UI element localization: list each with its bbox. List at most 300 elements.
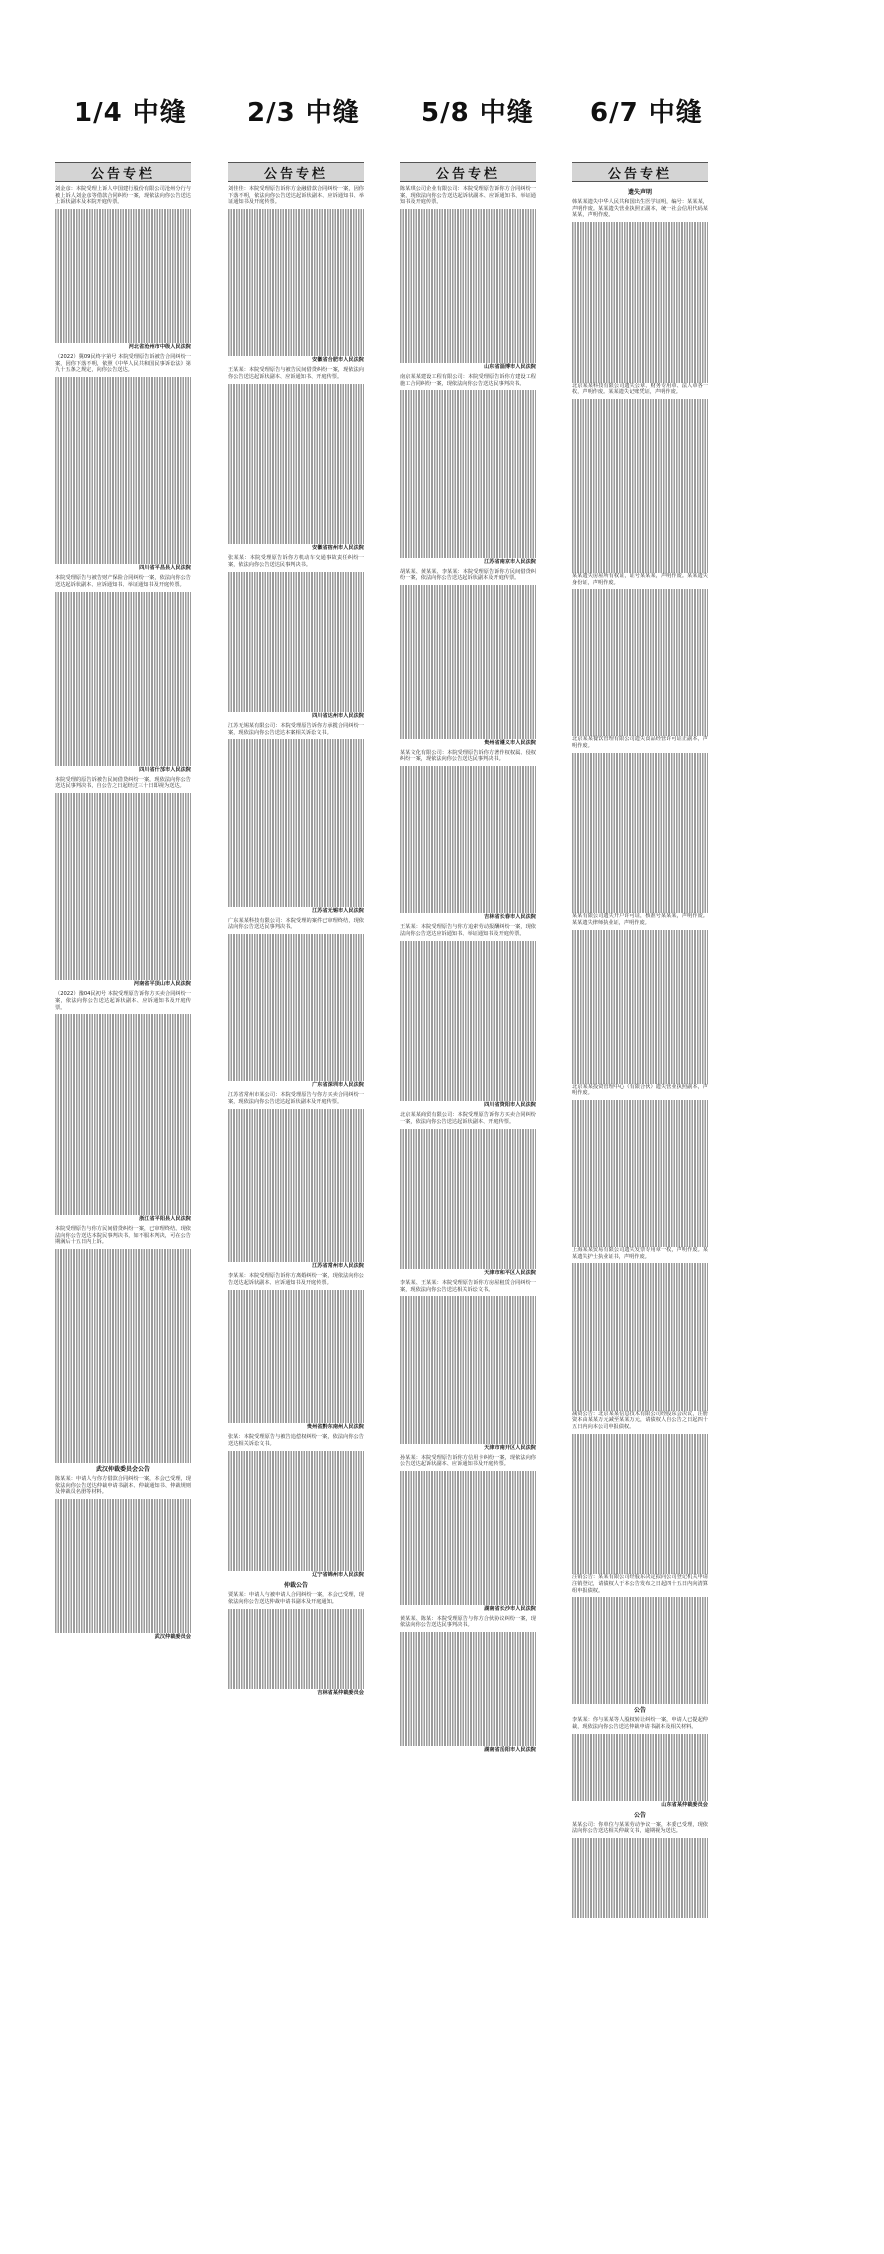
text-line: [228, 846, 364, 853]
notice-signature: 江苏省南京市人民法院: [484, 558, 536, 565]
text-line: [228, 283, 364, 290]
text-line: [400, 712, 536, 719]
text-line: [228, 1363, 364, 1370]
text-line: [55, 1519, 191, 1526]
text-line: [572, 473, 708, 480]
text-line: [228, 618, 364, 625]
text-line: [228, 1041, 364, 1048]
text-line: [228, 1649, 364, 1656]
text-line: [400, 732, 536, 739]
text-line: [572, 1107, 708, 1114]
notice-text: 江苏省常州市某公司：本院受理原告与你方买卖合同纠纷一案，现依法向你公告送达起诉状副本及开庭传票。: [228, 1092, 364, 1105]
text-line: [228, 397, 364, 404]
text-line: [400, 243, 536, 250]
text-line: [228, 1175, 364, 1182]
text-line: [228, 612, 364, 619]
text-line: [400, 618, 536, 625]
text-line: [55, 1256, 191, 1263]
column-header: 公告专栏: [55, 162, 191, 182]
text-line: [55, 283, 191, 290]
text-line: [228, 289, 364, 296]
text-line: [400, 276, 536, 283]
text-line: [228, 1122, 364, 1129]
text-line: [228, 497, 364, 504]
text-line: [228, 1511, 364, 1518]
text-line: [55, 1095, 191, 1102]
notice-text: 张某：本院受理原告与被告追偿权纠纷一案，依法向你公告送达相关诉讼文书。: [228, 1434, 364, 1448]
notice-signature: 安徽省宿州市人民法院: [312, 545, 364, 552]
text-line: [572, 539, 708, 546]
text-line: [572, 786, 708, 793]
text-line: [400, 1343, 536, 1350]
text-line: [55, 1195, 191, 1202]
text-line: [572, 256, 708, 263]
text-line: [572, 309, 708, 316]
text-line: [572, 1657, 708, 1664]
text-line: [55, 296, 191, 303]
text-line: [55, 712, 191, 719]
text-line: [400, 1739, 536, 1746]
text-line: [572, 1234, 708, 1241]
text-line: [400, 249, 536, 256]
text-line: [572, 262, 708, 269]
text-line: [572, 1858, 708, 1865]
notice-signature: 辽宁省锦州市人民法院: [312, 1572, 364, 1579]
text-line: [400, 1397, 536, 1404]
text-line: [400, 1504, 536, 1511]
text-line: [55, 1336, 191, 1343]
text-line: [572, 1891, 708, 1898]
text-line: [400, 1545, 536, 1552]
text-line: [55, 1430, 191, 1437]
notice-text: 本院受理原告与你方民间借贷纠纷一案，已审理终结。现依法向你公告送达本院民事判决书，如不服本判决，可在公告期满后十五日内上诉。: [55, 1225, 191, 1246]
text-line: [400, 961, 536, 968]
text-line: [400, 209, 536, 216]
text-line: [400, 323, 536, 330]
text-line: [400, 1021, 536, 1028]
text-line: [55, 1121, 191, 1128]
text-line: [572, 1838, 708, 1845]
text-line: [228, 249, 364, 256]
text-line: [55, 1416, 191, 1423]
text-line: [228, 672, 364, 679]
text-line: [55, 511, 191, 518]
text-line: [55, 303, 191, 310]
text-line: [572, 1885, 708, 1892]
text-line: [400, 390, 536, 397]
text-line: [572, 486, 708, 493]
text-line: [572, 1898, 708, 1905]
notice-signature: 广东省深圳市人民法院: [312, 1082, 364, 1089]
text-line: [228, 974, 364, 981]
text-line: [572, 1851, 708, 1858]
notice-text: 减资公告：北京某某信息技术有限公司经股东会决议，注册资本由某某万元减至某某万元，请债权人自公告之日起四十五日内向本公司申报债权。: [572, 1410, 708, 1431]
text-line: [572, 753, 708, 760]
text-line: [572, 1324, 708, 1331]
column-body: [55, 182, 191, 1641]
text-line: [228, 632, 364, 639]
text-line: [55, 1014, 191, 1021]
text-line: [228, 1330, 364, 1337]
text-line: [55, 793, 191, 800]
text-line: [572, 1077, 708, 1084]
text-line: [400, 464, 536, 471]
text-line: [400, 1719, 536, 1726]
text-line: [228, 1129, 364, 1136]
text-line: [55, 1546, 191, 1553]
text-line: [55, 1559, 191, 1566]
text-line: [228, 243, 364, 250]
text-line: [228, 1135, 364, 1142]
text-line: [572, 853, 708, 860]
text-line: [55, 1423, 191, 1430]
text-line: [228, 1216, 364, 1223]
text-line: [228, 753, 364, 760]
text-line: [228, 1390, 364, 1397]
text-line: [228, 826, 364, 833]
text-line: [400, 1034, 536, 1041]
text-line: [400, 356, 536, 363]
text-line: [55, 1443, 191, 1450]
text-line: [400, 551, 536, 558]
text-line: [400, 679, 536, 686]
text-line: [55, 638, 191, 645]
notice-text: 江苏无锡某有限公司：本院受理原告诉你方承揽合同纠纷一案，现依法向你公告送达本案相关诉讼文书。: [228, 722, 364, 736]
text-line: [228, 746, 364, 753]
notice-signature: 湖南省岳阳市人民法院: [484, 1746, 536, 1753]
text-line: [572, 1023, 708, 1030]
text-line: [228, 491, 364, 498]
text-line: [572, 302, 708, 309]
notice-title: 武汉仲裁委员会公告: [95, 1466, 150, 1473]
notice-text: 胡某某、黄某某、李某某：本院受理原告诉你方民间借贷纠纷一案，依法向你公告送达起诉状副本及开庭传票。: [400, 568, 536, 582]
text-line: [55, 933, 191, 940]
text-line: [228, 1343, 364, 1350]
text-line: [228, 1484, 364, 1491]
text-line: [55, 1282, 191, 1289]
text-line: [55, 759, 191, 766]
text-line: [55, 1410, 191, 1417]
text-line: [400, 1303, 536, 1310]
text-line: [55, 618, 191, 625]
text-line: [55, 1141, 191, 1148]
notice-text: 南京某某建设工程有限公司：本院受理原告诉你方建设工程施工合同纠纷一案，现依法向你公告送达民事判决书。: [400, 373, 536, 387]
text-line: [55, 269, 191, 276]
text-line: [55, 1108, 191, 1115]
text-line: [572, 1780, 708, 1787]
notice-signature: 吉林省某仲裁委员会: [317, 1689, 364, 1696]
text-line: [400, 826, 536, 833]
text-line: [572, 493, 708, 500]
text-line: [55, 484, 191, 491]
text-line: [228, 1451, 364, 1458]
text-line: [228, 1669, 364, 1676]
text-line: [55, 960, 191, 967]
text-line: [572, 1691, 708, 1698]
text-line: [55, 222, 191, 229]
text-line: [400, 813, 536, 820]
notice-signature: 山东省淄博市人民法院: [484, 363, 536, 370]
text-line: [400, 900, 536, 907]
text-line: [55, 1539, 191, 1546]
column-label-2-3: 2/3 中缝: [247, 98, 360, 128]
notice-text: 注销公告：某某有限公司经股东决定拟向公司登记机关申请注销登记，请债权人于本公告发布之日起四十五日内向清算组申报债权。: [572, 1574, 708, 1594]
text-line: [55, 1028, 191, 1035]
text-line: [400, 524, 536, 531]
text-line: [228, 437, 364, 444]
text-line: [228, 336, 364, 343]
text-line: [572, 276, 708, 283]
text-line: [228, 1303, 364, 1310]
text-line: [400, 484, 536, 491]
text-line: [572, 1194, 708, 1201]
notice-text: 刘佳佳：本院受理原告诉你方金融借款合同纠纷一案，因你下落不明，依法向你公告送达起诉状副本、应诉通知书、举证通知书及开庭传票。: [228, 186, 364, 206]
text-line: [400, 806, 536, 813]
text-line: [55, 497, 191, 504]
text-line: [572, 235, 708, 242]
text-line: [572, 1147, 708, 1154]
notice-signature: 浙江省平阳县人民法院: [139, 1215, 191, 1222]
text-line: [55, 1135, 191, 1142]
text-line: [572, 900, 708, 907]
text-line: [55, 1101, 191, 1108]
text-line: [228, 880, 364, 887]
text-line: [55, 672, 191, 679]
text-line: [55, 477, 191, 484]
notice-text: 李某某：你与某某等人股权转让纠纷一案，申请人已提起仲裁，现依法向你公告送达仲裁申请书副本及相关材料。: [572, 1717, 708, 1730]
text-line: [400, 605, 536, 612]
text-line: [400, 632, 536, 639]
text-line: [228, 1629, 364, 1636]
text-line: [572, 820, 708, 827]
text-line: [572, 1541, 708, 1548]
text-line: [400, 1149, 536, 1156]
text-line: [572, 342, 708, 349]
text-line: [55, 1168, 191, 1175]
text-line: [228, 572, 364, 579]
text-line: [55, 1363, 191, 1370]
text-line: [400, 1652, 536, 1659]
text-line: [228, 780, 364, 787]
text-line: [55, 1573, 191, 1580]
text-line: [400, 1216, 536, 1223]
text-line: [400, 309, 536, 316]
text-line: [55, 745, 191, 752]
text-line: [400, 766, 536, 773]
text-line: [400, 1337, 536, 1344]
text-line: [55, 1202, 191, 1209]
text-line: [400, 1074, 536, 1081]
text-line: [228, 1491, 364, 1498]
text-line: [55, 531, 191, 538]
text-line: [400, 725, 536, 732]
text-line: [400, 1350, 536, 1357]
text-line: [228, 1222, 364, 1229]
text-line: [55, 866, 191, 873]
text-line: [55, 390, 191, 397]
text-line: [572, 459, 708, 466]
text-line: [228, 1109, 364, 1116]
text-line: [572, 1127, 708, 1134]
text-line: [400, 833, 536, 840]
text-line: [400, 216, 536, 223]
text-line: [55, 1383, 191, 1390]
text-line: [400, 994, 536, 1001]
text-line: [400, 1262, 536, 1269]
text-line: [228, 457, 364, 464]
text-line: [55, 1175, 191, 1182]
text-line: [572, 316, 708, 323]
text-line: [572, 1494, 708, 1501]
text-line: [400, 672, 536, 679]
notice-text: 北京某某餐饮管理有限公司遗失食品经营许可证正副本，声明作废。: [572, 736, 708, 750]
text-line: [400, 1672, 536, 1679]
text-line: [572, 1624, 708, 1631]
text-line: [400, 1551, 536, 1558]
text-line: [228, 941, 364, 948]
text-line: [228, 309, 364, 316]
text-line: [572, 956, 708, 963]
text-line: [572, 1440, 708, 1447]
text-line: [55, 404, 191, 411]
text-line: [55, 1188, 191, 1195]
text-line: [400, 1135, 536, 1142]
text-line: [55, 598, 191, 605]
text-line: [55, 719, 191, 726]
text-line: [55, 927, 191, 934]
text-line: [228, 1034, 364, 1041]
text-line: [55, 1249, 191, 1256]
text-line: [572, 533, 708, 540]
notice-signature: 贵州省遵义市人民法院: [484, 739, 536, 746]
text-line: [572, 1554, 708, 1561]
text-line: [55, 471, 191, 478]
text-line: [55, 860, 191, 867]
text-line: [400, 793, 536, 800]
text-line: [572, 623, 708, 630]
text-line: [400, 1531, 536, 1538]
text-line: [572, 1447, 708, 1454]
text-line: [400, 820, 536, 827]
text-line: [55, 1034, 191, 1041]
text-line: [228, 229, 364, 236]
text-line: [228, 1642, 364, 1649]
text-line: [228, 954, 364, 961]
text-line: [55, 451, 191, 458]
text-line: [572, 1501, 708, 1508]
text-line: [572, 663, 708, 670]
column-1-4: [55, 162, 191, 2220]
text-line: [572, 1754, 708, 1761]
text-line: [572, 603, 708, 610]
text-line: [400, 417, 536, 424]
text-line: [572, 950, 708, 957]
text-line: [400, 1511, 536, 1518]
text-line: [400, 1028, 536, 1035]
text-line: [55, 880, 191, 887]
column-5-8: [400, 162, 536, 2220]
text-line: [228, 585, 364, 592]
text-line: [228, 1028, 364, 1035]
text-line: [228, 504, 364, 511]
column-label-1-4: 1/4 中缝: [74, 98, 187, 128]
text-line: [55, 732, 191, 739]
text-line: [400, 719, 536, 726]
notice-signature: 河北省沧州市中级人民法院: [128, 343, 191, 350]
notice-text: 贾某某：申请人与被申请人合同纠纷一案，本会已受理，现依法向你公告送达仲裁申请书副本及开庭通知。: [228, 1592, 364, 1605]
text-line: [55, 953, 191, 960]
text-line: [572, 1597, 708, 1604]
text-line: [572, 1567, 708, 1574]
text-line: [572, 616, 708, 623]
text-line: [572, 356, 708, 363]
text-line: [228, 1162, 364, 1169]
text-line: [55, 263, 191, 270]
text-line: [400, 1014, 536, 1021]
text-line: [400, 1699, 536, 1706]
text-line: [572, 1434, 708, 1441]
text-line: [572, 289, 708, 296]
notice-signature: 贵州省黔东南州人民法院: [306, 1424, 364, 1431]
text-line: [228, 1296, 364, 1303]
text-line: [400, 269, 536, 276]
text-line: [572, 1043, 708, 1050]
text-line: [572, 1454, 708, 1461]
text-line: [55, 491, 191, 498]
text-line: [228, 967, 364, 974]
text-line: [572, 513, 708, 520]
text-line: [400, 1686, 536, 1693]
text-line: [400, 437, 536, 444]
text-line: [572, 943, 708, 950]
text-line: [228, 679, 364, 686]
text-line: [572, 893, 708, 900]
text-line: [572, 793, 708, 800]
text-line: [400, 840, 536, 847]
text-line: [228, 887, 364, 894]
text-line: [400, 296, 536, 303]
text-line: [55, 1613, 191, 1620]
text-line: [572, 269, 708, 276]
text-line: [400, 1175, 536, 1182]
text-line: [228, 1370, 364, 1377]
column-body: [400, 182, 536, 1754]
text-line: [400, 457, 536, 464]
column-label-6-7: 6/7 中缝: [590, 98, 703, 128]
text-line: [228, 833, 364, 840]
text-line: [400, 665, 536, 672]
text-line: [400, 585, 536, 592]
text-line: [572, 453, 708, 460]
text-line: [400, 652, 536, 659]
text-line: [228, 384, 364, 391]
text-line: [228, 1242, 364, 1249]
text-line: [228, 1290, 364, 1297]
text-line: [228, 685, 364, 692]
text-line: [55, 1115, 191, 1122]
text-line: [572, 1263, 708, 1270]
text-line: [55, 645, 191, 652]
text-line: [572, 553, 708, 560]
text-line: [572, 1350, 708, 1357]
text-line: [572, 1845, 708, 1852]
text-line: [228, 1014, 364, 1021]
text-line: [400, 1598, 536, 1605]
text-line: [228, 303, 364, 310]
text-line: [228, 269, 364, 276]
text-line: [55, 846, 191, 853]
text-line: [228, 1615, 364, 1622]
